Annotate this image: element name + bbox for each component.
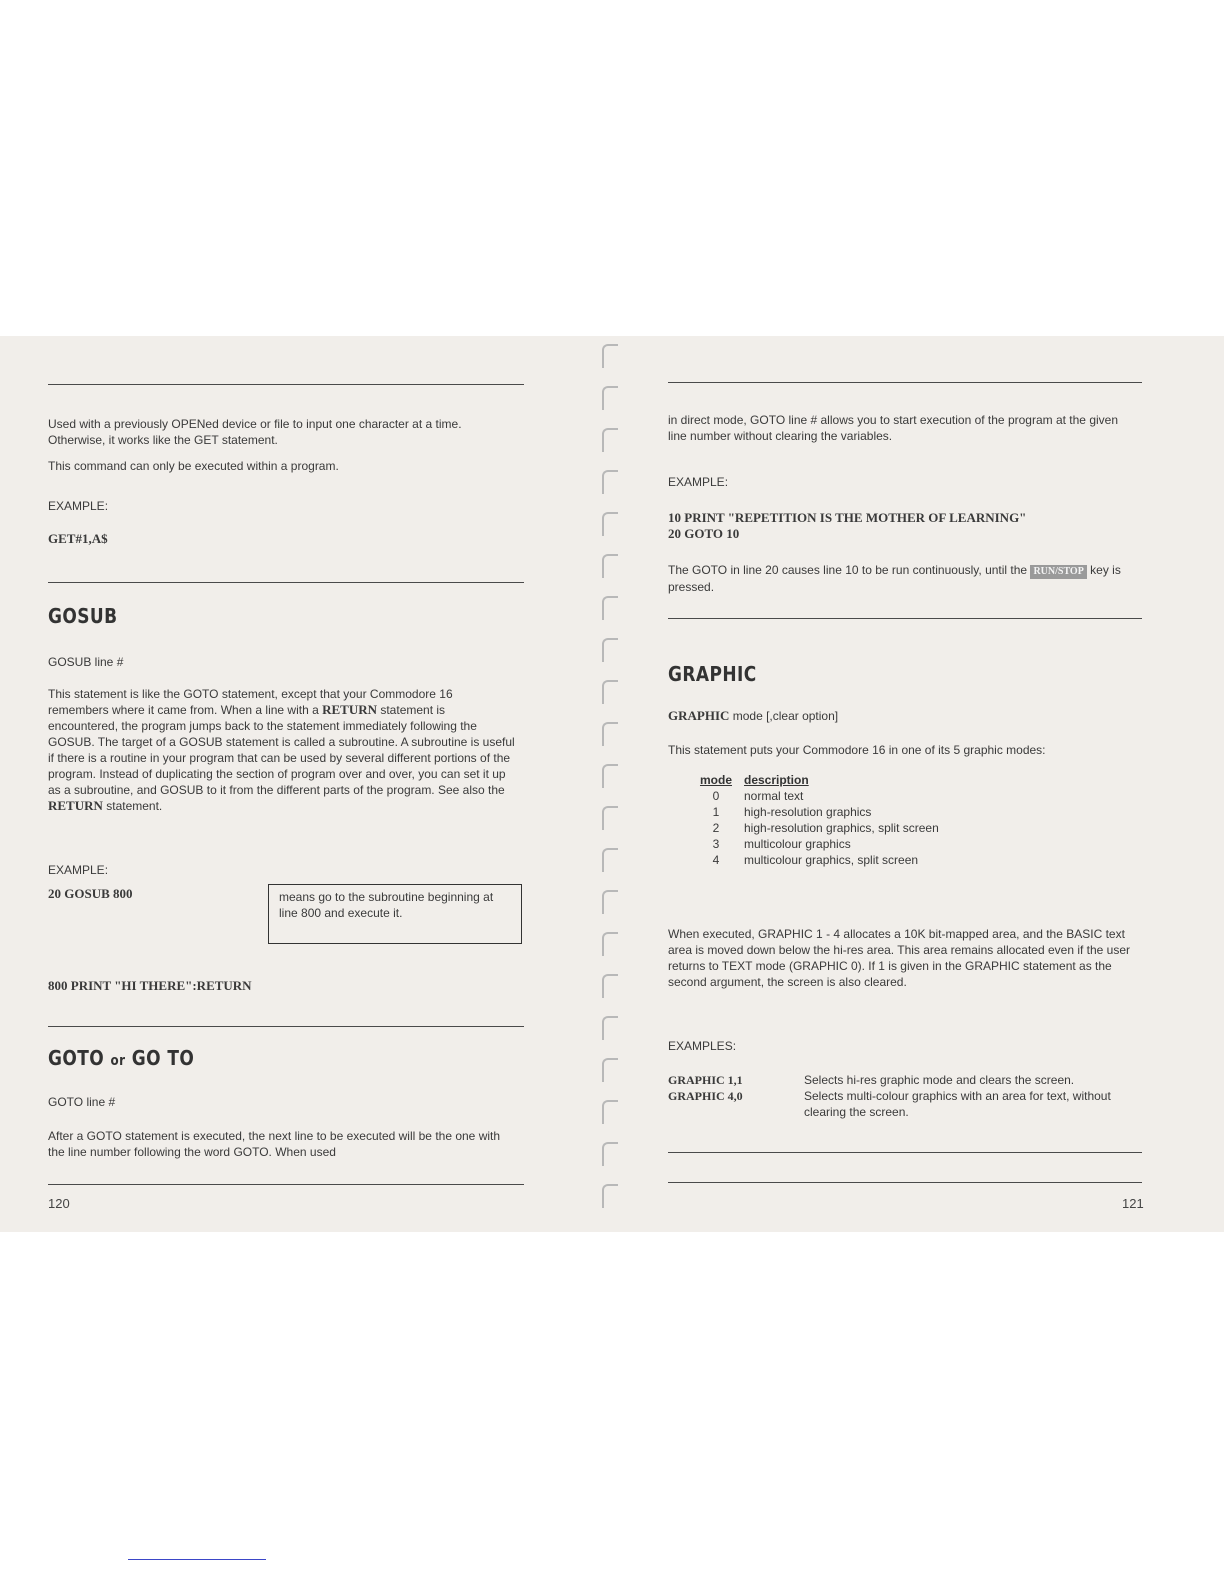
graphic-description: This statement puts your Commodore 16 in one of its 5 graphic modes: — [668, 743, 1046, 757]
gosub-desc-part: statement. — [102, 799, 163, 813]
bottom-rule — [668, 1182, 1142, 1183]
gosub-syntax-arg: line # — [91, 655, 124, 669]
example-code-line: GRAPHIC 1,1 — [668, 1073, 743, 1087]
left-page — [0, 336, 560, 1232]
graphic-modes-table — [694, 772, 945, 868]
section-rule — [668, 1152, 1142, 1153]
goto-syntax-arg: line # — [83, 1095, 116, 1109]
get-intro-text: Used with a previously OPENed device or file to input one character at a time. Otherwise, it works like the GET statement. — [48, 417, 462, 447]
return-keyword: RETURN — [322, 702, 378, 717]
graphic-notes: When executed, GRAPHIC 1 - 4 allocates a 10K bit-mapped area, and the BASIC text area is moved down below the hi-res area. This area remains allocated even if the user returns to TEXT mode (GRAPHIC 0). If 1 is given in the GRAPHIC statement as the second argument, the screen is also cleared. — [668, 927, 1131, 989]
graphic-heading: GRAPHIC — [668, 662, 757, 686]
explain-text: key is pressed. — [668, 563, 1121, 594]
table-row — [694, 820, 945, 836]
table-header-row — [694, 772, 945, 788]
stray-line — [128, 1559, 266, 1560]
gosub-example-code: 20 GOSUB 800 — [48, 886, 133, 901]
example-code-line: GRAPHIC 4,0 — [668, 1089, 743, 1103]
desc-cell: normal text — [744, 789, 804, 803]
gosub-example-label: EXAMPLE: — [48, 863, 109, 877]
example-label: EXAMPLE: — [668, 475, 729, 489]
section-rule — [48, 1026, 524, 1027]
gosub-example-code-2: 800 PRINT "HI THERE":RETURN — [48, 978, 252, 993]
mode-cell: 3 — [712, 837, 720, 851]
gosub-heading: GOSUB — [48, 604, 118, 628]
gosub-desc-part: This statement is like the GOTO statement, except that your Commodore 16 remembers where it came from. When a line with a — [48, 687, 453, 717]
right-page — [630, 336, 1224, 1232]
top-rule — [668, 382, 1142, 383]
explain-text: The GOTO in line 20 causes line 10 to be run continuously, until the — [668, 563, 1031, 577]
goto-description: After a GOTO statement is executed, the next line to be executed will be the one with the line number following the word GOTO. When used — [48, 1129, 501, 1159]
desc-cell: multicolour graphics, split screen — [744, 853, 919, 867]
mode-header: mode — [699, 773, 732, 787]
gosub-desc-part: statement is encountered, the program jumps back to the statement immediately following the GOSUB. The target of a GOSUB statement is called a subroutine. A subroutine is useful if there is a routine in your program that can be used by several different portions of the program. Instead of duplicating the section of program over and over, you can set it up as a subroutine, and GOSUB to it from the different parts of the program. See also the — [48, 703, 515, 797]
gosub-note-box: means go to the subroutine beginning at line 800 and execute it. — [268, 884, 522, 944]
goto-heading-or: or — [110, 1053, 126, 1069]
binding-rings — [560, 336, 630, 1232]
examples-label: EXAMPLES: — [668, 1039, 737, 1053]
goto-syntax-keyword: GOTO — [48, 1095, 84, 1109]
goto-heading-alt: GO TO — [131, 1046, 195, 1070]
table-row — [694, 804, 945, 820]
example-code-1: 10 PRINT "REPETITION IS THE MOTHER OF LEARNING" — [668, 510, 1027, 525]
graphic-syntax — [668, 708, 838, 724]
mode-cell: 0 — [712, 789, 720, 803]
gosub-syntax — [48, 654, 123, 670]
desc-cell: multicolour graphics — [744, 837, 851, 851]
desc-cell: high-resolution graphics — [744, 805, 872, 819]
example-desc: Selects multi-colour graphics with an area for text, without clearing the screen. — [804, 1089, 1111, 1119]
return-keyword: RETURN — [48, 798, 103, 813]
bottom-rule — [48, 1184, 524, 1185]
graphic-syntax-keyword: GRAPHIC — [668, 708, 730, 723]
page-number: 121 — [1122, 1196, 1144, 1211]
example-label: EXAMPLE: — [48, 499, 109, 513]
goto-syntax — [48, 1094, 115, 1110]
gosub-syntax-keyword: GOSUB — [48, 655, 92, 669]
example-code: GET#1,A$ — [48, 531, 108, 546]
goto-continued-text: in direct mode, GOTO line # allows you to start execution of the program at the given line number without clearing the variables. — [668, 413, 1119, 443]
page-number: 120 — [48, 1196, 70, 1211]
book-spread — [0, 336, 1224, 1232]
section-rule — [668, 618, 1142, 619]
goto-heading — [48, 1046, 194, 1070]
description-header: description — [744, 773, 809, 787]
top-rule — [48, 384, 524, 385]
example-desc: Selects hi-res graphic mode and clears the screen. — [804, 1073, 1075, 1087]
section-rule — [48, 582, 524, 583]
gosub-description — [48, 686, 516, 814]
example-code-2: 20 GOTO 10 — [668, 526, 740, 541]
mode-cell: 1 — [712, 805, 720, 819]
graphic-syntax-arg: mode [,clear option] — [729, 709, 839, 723]
table-row — [694, 836, 945, 852]
goto-explanation — [668, 562, 1138, 595]
goto-heading-main: GOTO — [48, 1046, 105, 1070]
table-row — [694, 788, 945, 804]
mode-cell: 4 — [712, 853, 720, 867]
mode-cell: 2 — [712, 821, 720, 835]
get-intro-note: This command can only be executed within a program. — [48, 459, 339, 473]
table-row — [694, 852, 945, 868]
run-stop-key: RUN/STOP — [1030, 565, 1086, 579]
desc-cell: high-resolution graphics, split screen — [744, 821, 939, 835]
